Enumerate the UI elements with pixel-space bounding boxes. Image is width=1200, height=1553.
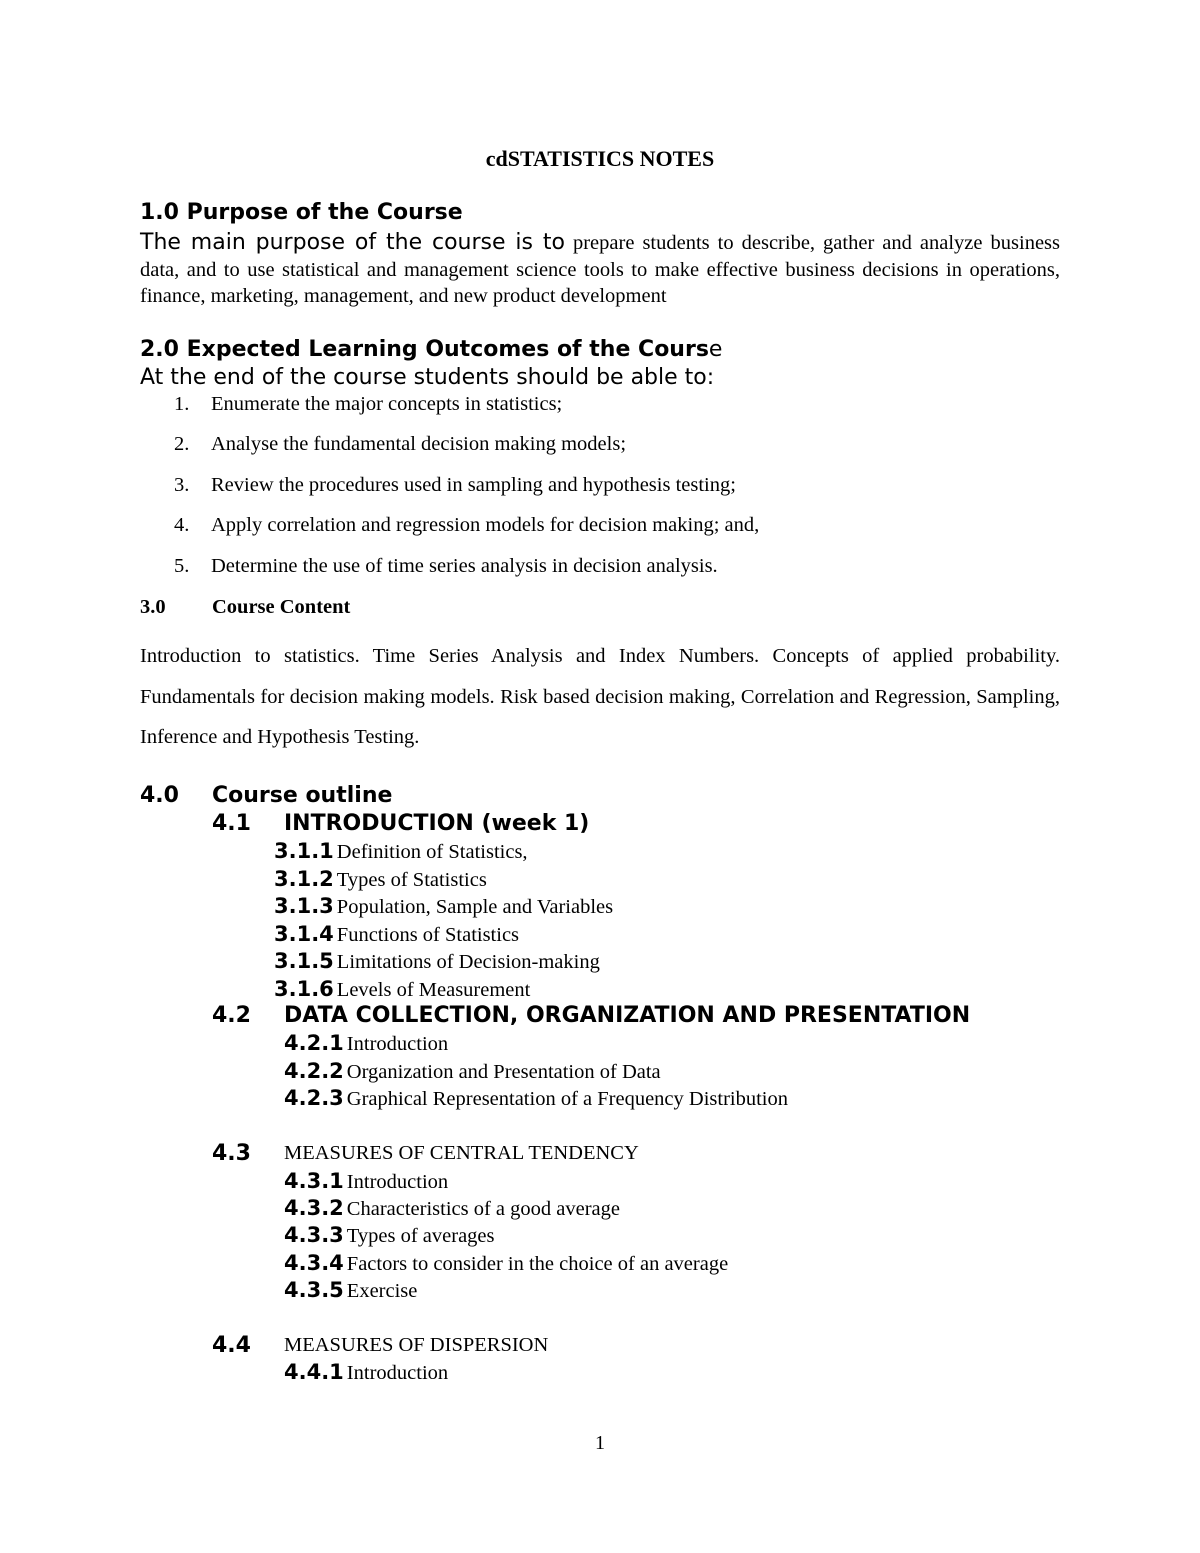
section-3-number: 3.0 — [140, 596, 166, 618]
outline-item-text: Limitations of Decision-making — [336, 951, 600, 973]
outcome-item — [174, 433, 626, 456]
section-2-heading — [140, 337, 722, 362]
outline-item-number: 4.4.1 — [284, 1360, 344, 1384]
outcome-text: Enumerate the major concepts in statistics; — [211, 393, 563, 415]
section-1-body: prepare students to describe, gather and analyze business data, and to use statistical and management science tools to make effective business decisions in operations, finance, marketing, management, and new product development — [140, 232, 1060, 307]
section-1-heading: 1.0 Purpose of the Course — [140, 200, 463, 225]
outline-item — [274, 839, 528, 864]
subsection-number: 4.2 — [212, 1003, 251, 1028]
outline-item-text: Exercise — [346, 1280, 418, 1302]
document-title: cdSTATISTICS NOTES — [485, 146, 715, 171]
outline-item-number: 3.1.4 — [274, 922, 334, 946]
subsection-title: DATA COLLECTION, ORGANIZATION AND PRESENTATION — [284, 1003, 971, 1028]
outline-item-number: 4.3.5 — [284, 1278, 344, 1302]
section-2-intro: At the end of the course students should be able to: — [140, 365, 715, 390]
outcome-text: Apply correlation and regression models for decision making; and, — [211, 514, 760, 536]
outline-item — [274, 977, 530, 1002]
outline-item-text: Characteristics of a good average — [346, 1198, 621, 1220]
outline-item — [284, 1196, 620, 1221]
outcome-number: 4. — [174, 514, 190, 536]
section-1-lead: The main purpose of the course is to — [140, 230, 565, 255]
subsection-title: MEASURES OF CENTRAL TENDENCY — [284, 1142, 639, 1164]
outline-item — [274, 949, 600, 974]
subsection-title: INTRODUCTION (week 1) — [284, 811, 590, 836]
outcome-item — [174, 474, 736, 497]
outline-item-text: Definition of Statistics, — [336, 841, 528, 863]
outline-item-number: 4.2.1 — [284, 1031, 344, 1055]
outcome-item — [174, 393, 562, 416]
outcome-item — [174, 514, 759, 537]
section-2-heading-tail: e — [708, 337, 723, 362]
outline-item-text: Levels of Measurement — [336, 979, 531, 1001]
outline-item — [274, 894, 613, 919]
outline-item-number: 3.1.6 — [274, 977, 334, 1001]
outline-item — [284, 1360, 448, 1385]
outline-item — [284, 1169, 448, 1194]
section-1-paragraph — [140, 230, 1060, 310]
outline-item — [284, 1031, 448, 1056]
section-2-heading-main: 2.0 Expected Learning Outcomes of the Cours — [140, 337, 709, 362]
outline-item — [284, 1059, 661, 1084]
outline-item-text: Graphical Representation of a Frequency Distribution — [346, 1088, 788, 1110]
outline-item-text: Factors to consider in the choice of an average — [346, 1253, 729, 1275]
outline-item-number: 3.1.5 — [274, 949, 334, 973]
outline-item — [284, 1223, 495, 1248]
outline-item-number: 4.2.3 — [284, 1086, 344, 1110]
outline-item-text: Introduction — [346, 1362, 449, 1384]
outcome-number: 3. — [174, 474, 190, 496]
outline-item — [284, 1278, 417, 1303]
outcome-number: 1. — [174, 393, 190, 415]
outline-item-number: 4.2.2 — [284, 1059, 344, 1083]
outline-item-text: Types of averages — [346, 1225, 495, 1247]
outcome-text: Analyse the fundamental decision making models; — [211, 433, 627, 455]
outline-item-text: Functions of Statistics — [336, 924, 520, 946]
subsection-number: 4.1 — [212, 811, 251, 836]
outline-item-number: 4.3.3 — [284, 1223, 344, 1247]
outline-item-text: Introduction — [346, 1171, 449, 1193]
outline-item-number: 3.1.2 — [274, 867, 334, 891]
outline-item-number: 3.1.3 — [274, 894, 334, 918]
outcome-number: 2. — [174, 433, 190, 455]
outline-item-text: Introduction — [346, 1033, 449, 1055]
outcome-number: 5. — [174, 555, 190, 577]
subsection-title: MEASURES OF DISPERSION — [284, 1334, 549, 1356]
section-3-paragraph: Introduction to statistics. Time Series Analysis and Index Numbers. Concepts of applied probability. Fundamentals for decision making models. Risk based decision making, Correlation and Regression, Sampling, Inference and Hypothesis Testing. — [140, 645, 1060, 748]
outline-item-number: 4.3.2 — [284, 1196, 344, 1220]
subsection-number: 4.4 — [212, 1333, 251, 1358]
outline-item-text: Organization and Presentation of Data — [346, 1061, 661, 1083]
outline-item — [274, 922, 519, 947]
outline-item-text: Types of Statistics — [336, 869, 487, 891]
outline-item-number: 4.3.4 — [284, 1251, 344, 1275]
page-number: 1 — [595, 1432, 605, 1454]
outcome-text: Determine the use of time series analysis in decision analysis. — [211, 555, 718, 577]
section-4-number: 4.0 — [140, 783, 179, 808]
outline-item — [284, 1086, 788, 1111]
subsection-number: 4.3 — [212, 1141, 251, 1166]
outcome-item — [174, 555, 718, 578]
outline-item — [284, 1251, 728, 1276]
outline-item-number: 4.3.1 — [284, 1169, 344, 1193]
outline-item-text: Population, Sample and Variables — [336, 896, 614, 918]
section-3-title: Course Content — [212, 596, 351, 618]
outline-item — [274, 867, 487, 892]
section-4-title: Course outline — [212, 783, 393, 808]
outcome-text: Review the procedures used in sampling and hypothesis testing; — [211, 474, 736, 496]
outline-item-number: 3.1.1 — [274, 839, 334, 863]
